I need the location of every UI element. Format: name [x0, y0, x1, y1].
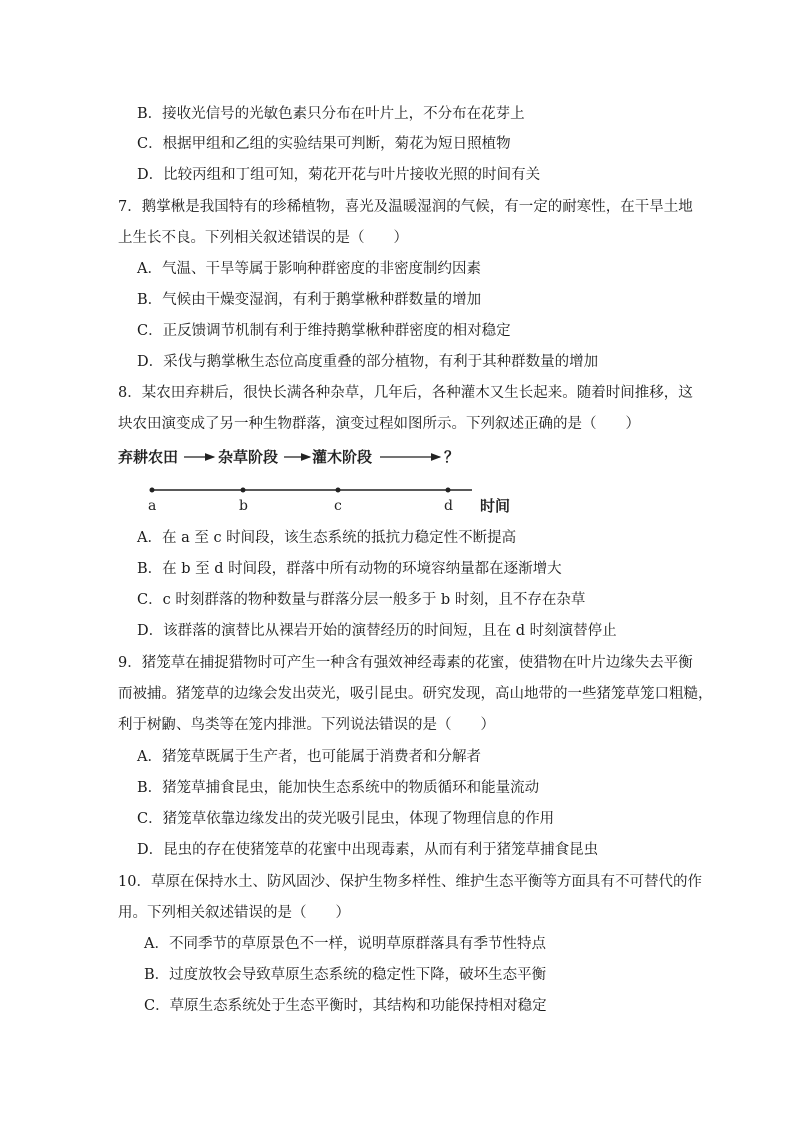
q10-stem-line2: 用。下列相关叙述错误的是（ ）	[118, 905, 350, 921]
q9-option-c: C．猪笼草依靠边缘发出的荧光吸引昆虫，体现了物理信息的作用	[137, 811, 555, 827]
q10-option-a: A．不同季节的草原景色不一样，说明草原群落具有季节性特点	[144, 936, 546, 952]
q9-option-d: D．昆虫的存在使猪笼草的花蜜中出现毒素，从而有利于猪笼草捕食昆虫	[137, 842, 599, 858]
stage-weeds: 杂草阶段	[218, 448, 279, 466]
stage-unknown: ？	[444, 448, 460, 466]
q8-option-a: A．在 a 至 c 时间段，该生态系统的抵抗力稳定性不断提高	[137, 530, 517, 546]
q6-option-b: B．接收光信号的光敏色素只分布在叶片上，不分布在花芽上	[137, 106, 525, 122]
stage-shrubs: 灌木阶段	[312, 448, 373, 466]
q8-option-d: D．该群落的演替比从裸岩开始的演替经历的时间短，且在 d 时刻演替停止	[137, 623, 617, 639]
q10-option-b: B．过度放牧会导致草原生态系统的稳定性下降，破坏生态平衡	[144, 967, 547, 983]
q9-stem-line2: 而被捕。猪笼草的边缘会发出荧光，吸引昆虫。研究发现，高山地带的一些猪笼草笼口粗糙，	[118, 686, 713, 702]
succession-diagram	[118, 444, 518, 516]
q8-option-b: B．在 b 至 d 时间段，群落中所有动物的环境容纳量都在逐渐增大	[137, 561, 562, 577]
label-d: d	[444, 498, 453, 514]
q7-stem-line1: 7．鹅掌楸是我国特有的珍稀植物，喜光及温暖湿润的气候，有一定的耐寒性，在干旱土地	[118, 199, 693, 215]
q7-option-d: D．采伐与鹅掌楸生态位高度重叠的部分植物，有利于其种群数量的增加	[137, 354, 599, 370]
label-c: c	[334, 498, 342, 514]
q8-stem-line2: 块农田演变成了另一种生物群落，演变过程如图所示。下列叙述正确的是（ ）	[118, 416, 640, 432]
q7-option-c: C．正反馈调节机制有利于维持鹅掌楸种群密度的相对稳定	[137, 323, 511, 339]
q10-stem-line1: 10．草原在保持水土、防风固沙、保护生物多样性、维护生态平衡等方面具有不可替代的作	[118, 874, 702, 890]
q7-stem-line2: 上生长不良。下列相关叙述错误的是（ ）	[118, 230, 408, 246]
label-b: b	[239, 498, 248, 514]
label-a: a	[148, 498, 157, 514]
time-axis-label: 时间	[480, 497, 511, 515]
q7-option-a: A．气温、干旱等属于影响种群密度的非密度制约因素	[137, 261, 481, 277]
point-a	[150, 488, 155, 493]
q9-stem-line1: 9．猪笼草在捕捉猎物时可产生一种含有强效神经毒素的花蜜，使猎物在叶片边缘失去平衡	[118, 655, 693, 671]
point-b	[241, 488, 246, 493]
q7-option-b: B．气候由干燥变湿润，有利于鹅掌楸种群数量的增加	[137, 292, 482, 308]
point-d	[446, 488, 451, 493]
q9-stem-line3: 利于树鼩、鸟类等在笼内排泄。下列说法错误的是（ ）	[118, 717, 495, 733]
q10-option-c: C．草原生态系统处于生态平衡时，其结构和功能保持相对稳定	[144, 998, 547, 1014]
q6-option-d: D．比较丙组和丁组可知，菊花开花与叶片接收光照的时间有关	[137, 167, 541, 183]
q9-option-b: B．猪笼草捕食昆虫，能加快生态系统中的物质循环和能量流动	[137, 780, 540, 796]
q8-option-c: C．c 时刻群落的物种数量与群落分层一般多于 b 时刻，且不存在杂草	[137, 592, 586, 608]
point-c	[336, 488, 341, 493]
q8-stem-line1: 8．某农田弃耕后，很快长满各种杂草，几年后，各种灌木又生长起来。随着时间推移，这	[118, 385, 693, 401]
stage-abandoned-farmland: 弃耕农田	[118, 448, 179, 466]
q9-option-a: A．猪笼草既属于生产者，也可能属于消费者和分解者	[137, 749, 481, 765]
q6-option-c: C．根据甲组和乙组的实验结果可判断，菊花为短日照植物	[137, 136, 511, 152]
